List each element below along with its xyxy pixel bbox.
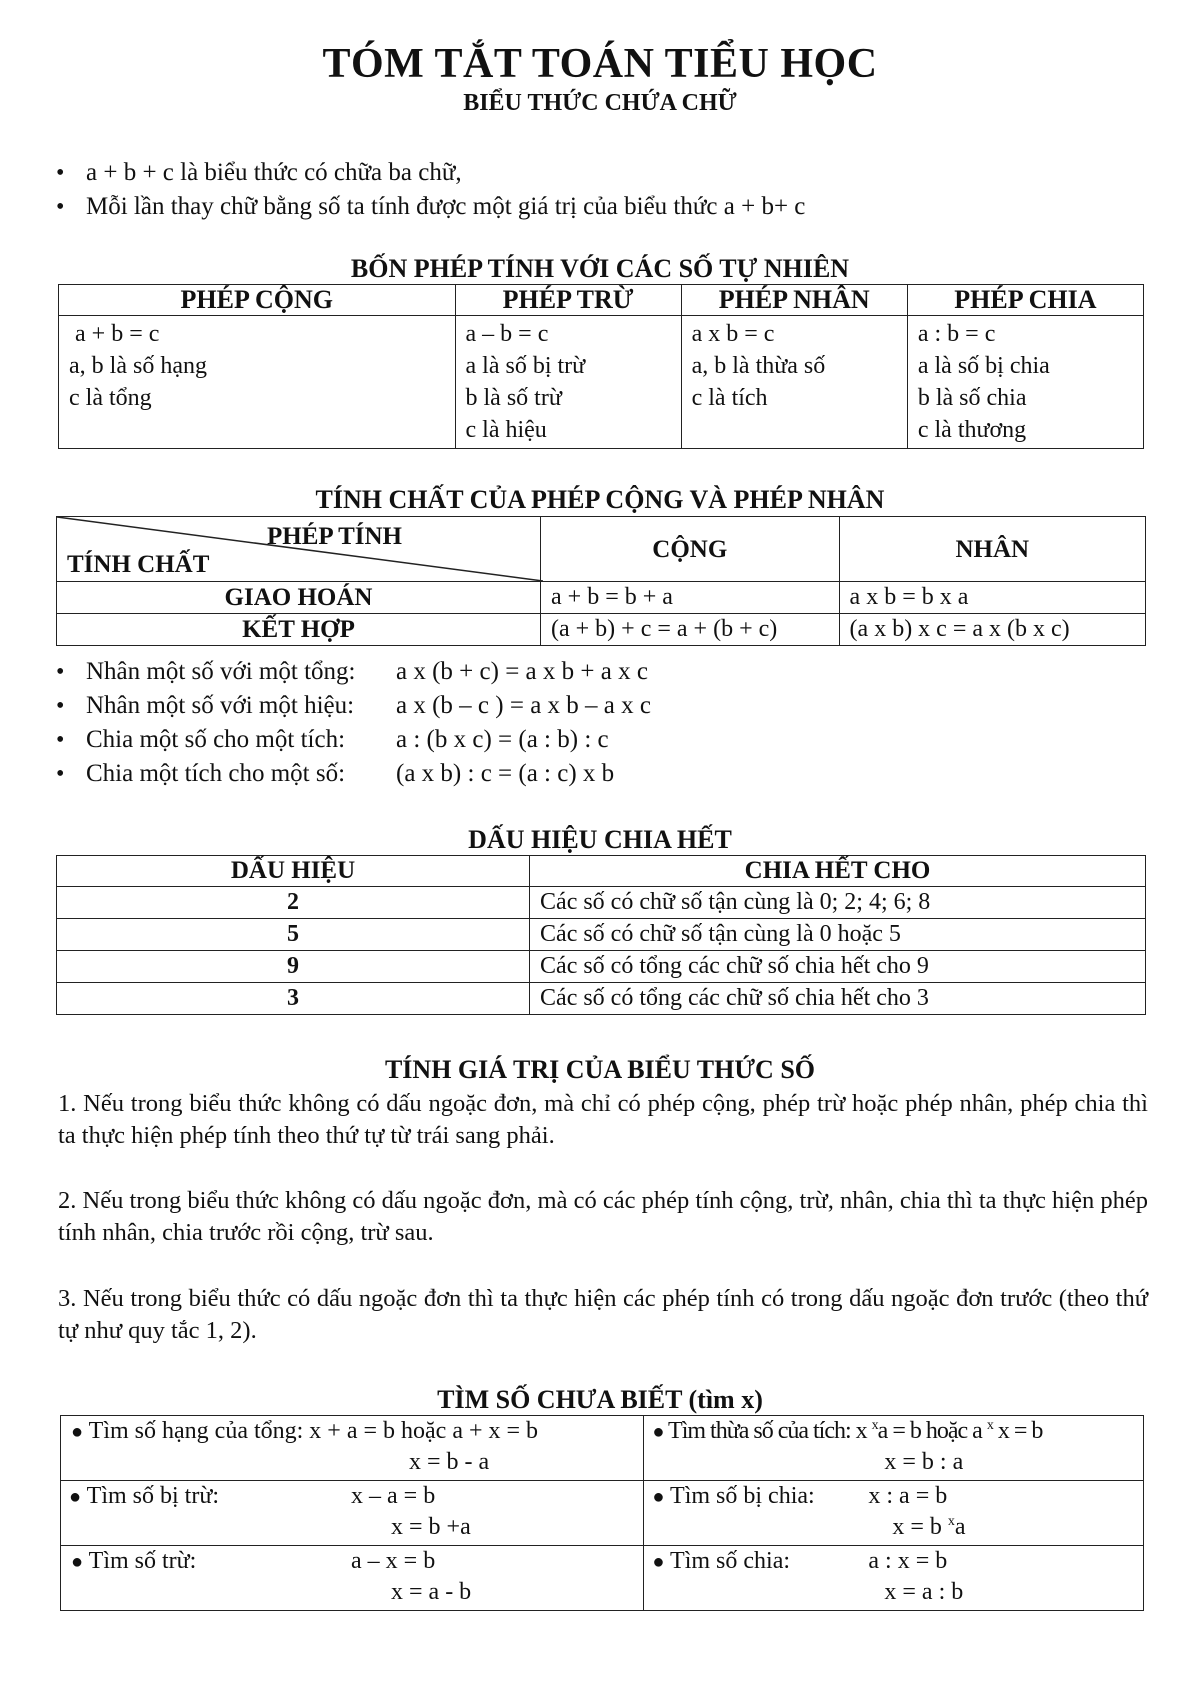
table-row — [61, 1481, 1144, 1546]
rule-text: Các số có tổng các chữ số chia hết cho 3 — [530, 983, 1146, 1015]
times-sup: x — [986, 1418, 993, 1433]
times-sup: x — [947, 1514, 955, 1529]
findx-eq: x = b : a — [884, 1449, 964, 1475]
property-add: a + b = b + a — [541, 582, 840, 614]
findx-cell: ● Tìm số trừ: a – x = b x = a - b — [61, 1546, 644, 1611]
rule-item — [52, 689, 651, 723]
findx-cell: ● Tìm số bị chia: x : a = b x = b $^x$a — [644, 1481, 1144, 1546]
col-div-header: CHIA HẾT CHO — [530, 856, 1146, 887]
rule-item — [52, 757, 651, 791]
operations-title: BỐN PHÉP TÍNH VỚI CÁC SỐ TỰ NHIÊN — [350, 254, 850, 283]
intro-item: • Mỗi lần thay chữ bằng số ta tính được một giá trị của biểu thức a + b+ c — [52, 190, 805, 224]
op-cell-add — [59, 316, 456, 449]
times-sup: x — [871, 1418, 878, 1433]
findx-eq: x = b +a — [391, 1514, 471, 1540]
corner-top-label: PHÉP TÍNH — [267, 523, 402, 550]
rule-formula: a x (b – c ) = a x b – a x c — [396, 692, 651, 719]
findx-cell: ● Tìm thừa số của tích: x $^x$a = b hoặc a $^x$ x = b x = b : a — [644, 1416, 1144, 1481]
page-subtitle: BIỂU THỨC CHỨA CHỮ — [463, 90, 737, 116]
findx-eq: a : x = b — [868, 1548, 948, 1574]
op-line: c là tích — [691, 385, 768, 411]
findx-table — [60, 1415, 1144, 1611]
diagonal-header-cell — [57, 517, 541, 582]
op-header-mul: PHÉP NHÂN — [681, 285, 907, 316]
findx-eq: a – x = b — [351, 1548, 436, 1574]
rule-label: • Chia một tích cho một số: — [86, 760, 346, 787]
findx-label: Tìm số bị trừ: — [86, 1483, 220, 1509]
table-row — [57, 614, 1146, 646]
evaluation-paragraph: 1. Nếu trong biểu thức không có dấu ngoặc đơn, mà chỉ có phép cộng, phép trừ hoặc phép nhân, phép chia thì ta thực hiện phép tính theo thứ tự từ trái sang phải. — [58, 1090, 1148, 1149]
op-line: a, b là thừa số — [691, 353, 826, 379]
table-row — [57, 887, 1146, 919]
op-line: a x b = c — [691, 321, 775, 347]
rule-item — [52, 655, 651, 689]
op-cell-sub — [455, 316, 681, 449]
rule-formula: (a x b) : c = (a : c) x b — [396, 760, 615, 787]
rule-item — [52, 723, 651, 757]
findx-title: TÌM SỐ CHƯA BIẾT (tìm x) — [437, 1385, 763, 1414]
properties-table — [56, 516, 1146, 646]
findx-label: Tìm số trừ: — [88, 1548, 197, 1574]
op-line: c là hiệu — [465, 417, 547, 443]
op-cell-div — [907, 316, 1143, 449]
op-line: a + b = c — [75, 321, 160, 347]
divisor: 3 — [57, 983, 530, 1015]
op-header-sub: PHÉP TRỪ — [455, 285, 681, 316]
op-line: a, b là số hạng — [69, 353, 207, 379]
properties-title: TÍNH CHẤT CỦA PHÉP CỘNG VÀ PHÉP NHÂN — [315, 485, 885, 514]
property-name: KẾT HỢP — [57, 614, 541, 646]
findx-eq: x = a - b — [391, 1579, 472, 1605]
divisibility-table — [56, 855, 1146, 1015]
divisibility-title: DẤU HIỆU CHIA HẾT — [468, 825, 732, 854]
rule-label: • Nhân một số với một hiệu: — [86, 692, 355, 719]
table-row — [57, 983, 1146, 1015]
col-sign-header: DẤU HIỆU — [57, 856, 530, 887]
divisor: 5 — [57, 919, 530, 951]
table-row — [57, 919, 1146, 951]
rule-text: Các số có chữ số tận cùng là 0; 2; 4; 6; 8 — [530, 887, 1146, 919]
findx-label: Tìm thừa số của tích: x — [668, 1418, 872, 1444]
findx-eq: x = a : b — [884, 1579, 964, 1605]
findx-label: Tìm số hạng của tổng: x + a = b hoặc a + x = b — [88, 1418, 539, 1444]
table-row — [61, 1546, 1144, 1611]
op-line: c là thương — [917, 417, 1027, 443]
table-row — [57, 582, 1146, 614]
evaluation-paragraph: 2. Nếu trong biểu thức không có dấu ngoặc đơn, mà có các phép tính cộng, trừ, nhân, chia thì ta thực hiện phép tính nhân, chia trước rồi cộng, trừ sau. — [58, 1187, 1148, 1246]
findx-cell: ● Tìm số hạng của tổng: x + a = b hoặc a + x = b x = b - a — [61, 1416, 644, 1481]
findx-eq: a — [954, 1514, 966, 1540]
col-add-header: CỘNG — [541, 517, 840, 582]
findx-label: Tìm số bị chia: — [670, 1483, 815, 1509]
table-row — [61, 1416, 1144, 1481]
findx-eq: a = b hoặc a — [877, 1418, 987, 1444]
op-header-add: PHÉP CỘNG — [59, 285, 456, 316]
findx-eq: x = b — [992, 1418, 1043, 1444]
divisor: 9 — [57, 951, 530, 983]
page-title: TÓM TẮT TOÁN TIỂU HỌC — [322, 41, 878, 87]
col-mul-header: NHÂN — [839, 517, 1145, 582]
findx-cell: ● Tìm số bị trừ: x – a = b x = b +a — [61, 1481, 644, 1546]
divisor: 2 — [57, 887, 530, 919]
property-add: (a + b) + c = a + (b + c) — [541, 614, 840, 646]
property-mul: a x b = b x a — [839, 582, 1145, 614]
findx-eq: x = b — [892, 1514, 948, 1540]
rule-formula: a : (b x c) = (a : b) : c — [396, 726, 609, 753]
op-line: a là số bị chia — [917, 353, 1050, 379]
op-line: a – b = c — [465, 321, 549, 347]
operations-table — [58, 284, 1144, 449]
rules-list — [52, 655, 651, 791]
op-line: a là số bị trừ — [465, 353, 586, 379]
rule-text: Các số có tổng các chữ số chia hết cho 9 — [530, 951, 1146, 983]
rule-formula: a x (b + c) = a x b + a x c — [396, 658, 648, 685]
findx-eq: x : a = b — [868, 1483, 948, 1509]
intro-item: • a + b + c là biểu thức có chữa ba chữ, — [52, 156, 805, 190]
findx-cell: ● Tìm số chia: a : x = b x = a : b — [644, 1546, 1144, 1611]
findx-eq: x = b - a — [409, 1449, 490, 1475]
evaluation-paragraph: 3. Nếu trong biểu thức có dấu ngoặc đơn thì ta thực hiện các phép tính có trong dấu ngoặc đơn trước (theo thứ tự như quy tắc 1, 2). — [58, 1285, 1148, 1344]
property-name: GIAO HOÁN — [57, 582, 541, 614]
rule-text: Các số có chữ số tận cùng là 0 hoặc 5 — [530, 919, 1146, 951]
rule-label: • Nhân một số với một tổng: — [86, 658, 356, 685]
findx-label: Tìm số chia: — [670, 1548, 791, 1574]
op-header-div: PHÉP CHIA — [907, 285, 1143, 316]
findx-eq: x – a = b — [351, 1483, 436, 1509]
op-cell-mul — [681, 316, 907, 449]
table-row — [57, 951, 1146, 983]
property-mul: (a x b) x c = a x (b x c) — [839, 614, 1145, 646]
evaluation-title: TÍNH GIÁ TRỊ CỦA BIỂU THỨC SỐ — [384, 1055, 816, 1084]
op-line: c là tổng — [69, 385, 152, 411]
corner-bottom-label: TÍNH CHẤT — [67, 551, 210, 578]
op-line: b là số chia — [917, 385, 1027, 411]
op-line: a : b = c — [917, 321, 996, 347]
op-line: b là số trừ — [465, 385, 562, 411]
intro-list — [52, 156, 805, 224]
rule-label: • Chia một số cho một tích: — [86, 726, 346, 753]
